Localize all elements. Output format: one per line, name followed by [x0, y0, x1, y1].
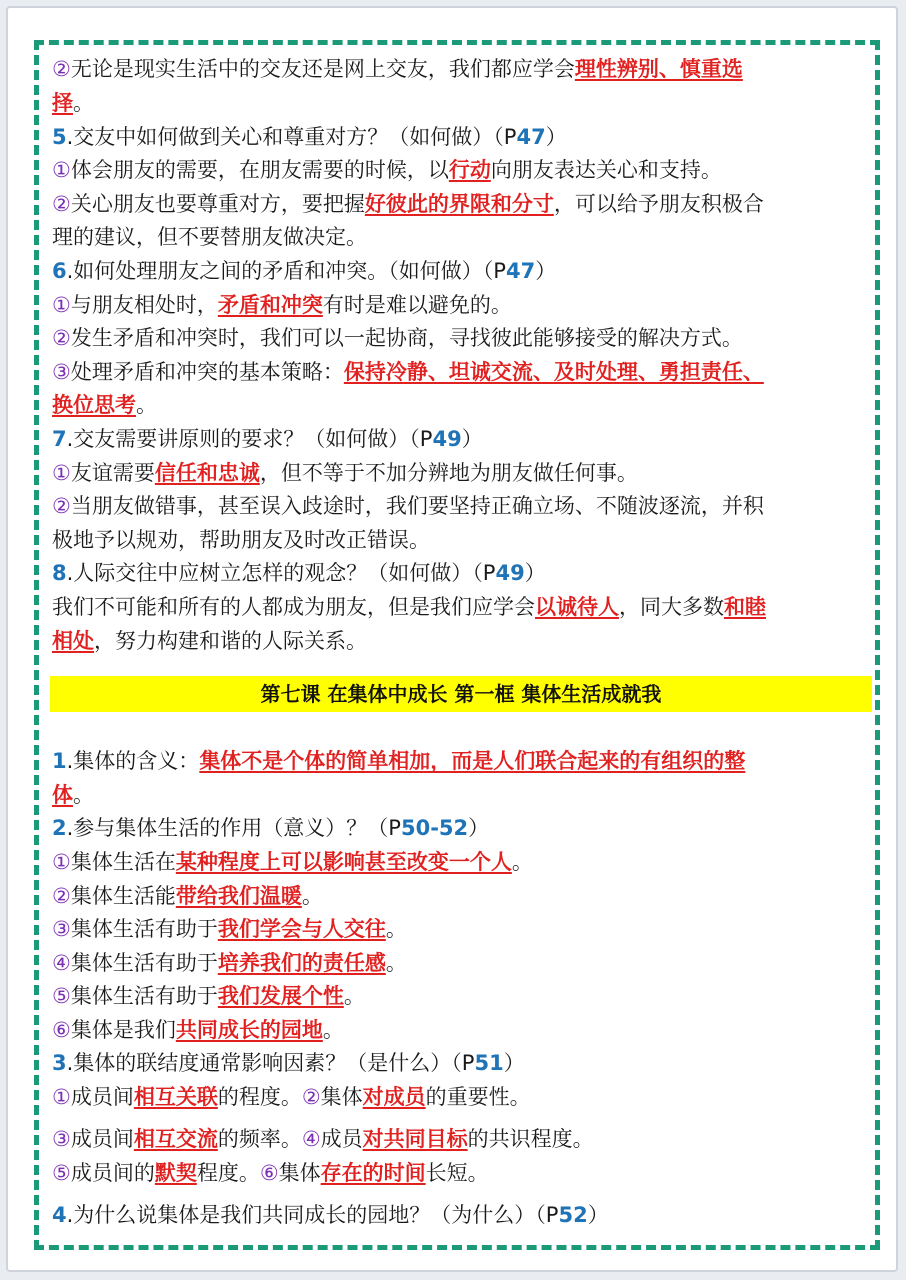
text-segment: 友谊需要	[70, 461, 155, 485]
text-segment: 的程度。	[217, 1085, 302, 1109]
lesson-banner: 第七课 在集体中成长 第一框 集体生活成就我	[50, 676, 872, 712]
circled-number: ①	[52, 850, 71, 874]
circled-number: ②	[52, 192, 71, 216]
text-line	[52, 592, 852, 622]
text-segment: 当朋友做错事，甚至误入歧途时，我们要坚持正确立场、不随波逐流，并积	[70, 494, 764, 518]
circled-number: ②	[52, 57, 71, 81]
key-point: 行动	[448, 158, 491, 182]
text-segment: 集体生活有助于	[70, 951, 218, 975]
key-point: 相互交流	[133, 1127, 218, 1151]
circled-number: ①	[52, 158, 71, 182]
text-line	[52, 1082, 852, 1112]
key-point: 相互关联	[133, 1085, 218, 1109]
text-segment: 。	[511, 850, 533, 874]
text-segment: 。	[136, 393, 157, 417]
page-ref: 50-52	[400, 816, 469, 840]
text-segment: 集体	[278, 1161, 321, 1185]
text-line	[52, 54, 852, 84]
text-segment: 。	[322, 1018, 344, 1042]
text-segment: ，可以给予朋友积极合	[553, 192, 764, 216]
text-segment: 。	[385, 917, 407, 941]
text-segment: ）	[545, 125, 567, 149]
question-number: 3	[52, 1051, 67, 1075]
text-line	[52, 491, 852, 521]
circled-number: ④	[301, 1127, 321, 1151]
question-heading	[52, 1200, 852, 1230]
question-heading	[52, 256, 852, 286]
text-segment: 的重要性。	[425, 1085, 531, 1109]
text-segment: ，努力构建和谐的人际关系。	[94, 629, 367, 653]
text-segment: .集体的含义：	[66, 749, 200, 773]
text-segment: 程度。	[196, 1161, 260, 1185]
key-point: 保持冷静、坦诚交流、及时处理、勇担责任、	[343, 360, 764, 384]
text-line	[52, 290, 852, 320]
text-segment: ）	[468, 816, 490, 840]
page-ref: 51	[474, 1051, 504, 1075]
page-ref: 49	[432, 427, 462, 451]
key-point: 理性辨别、慎重选	[574, 57, 743, 81]
text-line	[52, 948, 852, 978]
page	[6, 6, 898, 1272]
text-line	[52, 155, 852, 185]
text-segment: 向朋友表达关心和支持。	[490, 158, 722, 182]
question-heading	[52, 1048, 852, 1078]
circled-number: ⑤	[52, 1161, 71, 1185]
question-heading	[52, 746, 852, 776]
text-line	[52, 780, 852, 810]
key-point: 共同成长的园地	[175, 1018, 323, 1042]
circled-number: ⑥	[52, 1018, 71, 1042]
page-ref: 49	[495, 561, 525, 585]
key-point: 存在的时间	[320, 1161, 426, 1185]
text-segment: .如何处理朋友之间的矛盾和冲突。（如何做）（P	[66, 259, 506, 283]
text-segment: 集体生活有助于	[70, 917, 218, 941]
key-point: 我们发展个性	[217, 984, 344, 1008]
key-point: 好彼此的界限和分寸	[364, 192, 554, 216]
text-segment: ，但不等于不加分辨地为朋友做任何事。	[259, 461, 638, 485]
text-line	[52, 88, 852, 118]
text-segment: 有时是难以避免的。	[322, 293, 512, 317]
circled-number: ⑤	[52, 984, 71, 1008]
question-heading	[52, 813, 852, 843]
question-number: 5	[52, 125, 67, 149]
text-segment: 处理矛盾和冲突的基本策略：	[70, 360, 344, 384]
key-point: 换位思考	[52, 393, 136, 417]
key-point: 相处	[52, 629, 94, 653]
text-line	[52, 914, 852, 944]
circled-number: ②	[52, 494, 71, 518]
key-point: 和睦	[724, 595, 766, 619]
key-point: 集体不是个体的简单相加，而是人们联合起来的有组织的整	[199, 749, 746, 773]
circled-number: ②	[52, 326, 71, 350]
text-segment: .人际交往中应树立怎样的观念？（如何做）（P	[66, 561, 496, 585]
text-segment: 关心朋友也要尊重对方，要把握	[70, 192, 365, 216]
text-segment: 体会朋友的需要，在朋友需要的时候，以	[70, 158, 449, 182]
text-segment: 的共识程度。	[467, 1127, 594, 1151]
page-ref: 47	[505, 259, 536, 283]
text-segment: 成员间	[70, 1085, 134, 1109]
circled-number: ③	[52, 1127, 71, 1151]
circled-number: ①	[52, 293, 71, 317]
text-segment: 成员	[320, 1127, 363, 1151]
text-line	[52, 847, 852, 877]
text-segment: 成员间	[70, 1127, 134, 1151]
key-point: 矛盾和冲突	[217, 293, 323, 317]
text-line	[52, 981, 852, 1011]
text-segment: 。	[73, 783, 94, 807]
key-point: 体	[52, 783, 73, 807]
key-point: 某种程度上可以影响甚至改变一个人	[175, 850, 512, 874]
text-segment: .交友中如何做到关心和尊重对方？（如何做）（P	[66, 125, 517, 149]
text-line	[52, 626, 852, 656]
circled-number: ①	[52, 1085, 71, 1109]
text-segment: 极地予以规劝，帮助朋友及时改正错误。	[52, 528, 430, 552]
text-segment: 集体生活在	[70, 850, 176, 874]
key-point: 默契	[154, 1161, 197, 1185]
text-segment: .参与集体生活的作用（意义）？（P	[66, 816, 401, 840]
text-segment: 集体	[320, 1085, 363, 1109]
key-point: 带给我们温暖	[175, 884, 302, 908]
key-point: 培养我们的责任感	[217, 951, 386, 975]
key-point: 我们学会与人交往	[217, 917, 386, 941]
text-line	[52, 881, 852, 911]
text-segment: 集体生活有助于	[70, 984, 218, 1008]
text-line	[52, 357, 852, 387]
text-segment: 理的建议，但不要替朋友做决定。	[52, 225, 367, 249]
question-number: 2	[52, 816, 67, 840]
text-segment: ）	[503, 1051, 525, 1075]
key-point: 信任和忠诚	[154, 461, 260, 485]
text-line	[52, 1124, 852, 1154]
text-segment: 。	[73, 91, 94, 115]
text-segment: .集体的联结度通常影响因素？（是什么）（P	[66, 1051, 475, 1075]
circled-number: ③	[52, 360, 71, 384]
text-segment: .为什么说集体是我们共同成长的园地？（为什么）（P	[66, 1203, 559, 1227]
question-heading	[52, 424, 852, 454]
text-line	[52, 1015, 852, 1045]
text-segment: 无论是现实生活中的交友还是网上交友，我们都应学会	[70, 57, 575, 81]
circled-number: ⑥	[259, 1161, 279, 1185]
text-segment: ）	[524, 561, 546, 585]
text-line	[52, 390, 852, 420]
key-point: 对成员	[362, 1085, 426, 1109]
question-number: 6	[52, 259, 67, 283]
text-segment: ）	[461, 427, 483, 451]
text-line	[52, 458, 852, 488]
text-line	[52, 222, 852, 252]
question-number: 7	[52, 427, 67, 451]
question-heading	[52, 122, 852, 152]
circled-number: ④	[52, 951, 71, 975]
key-point: 以诚待人	[535, 595, 619, 619]
page-ref: 47	[516, 125, 546, 149]
text-segment: 长短。	[425, 1161, 489, 1185]
circled-number: ②	[301, 1085, 321, 1109]
question-number: 8	[52, 561, 67, 585]
text-segment: .交友需要讲原则的要求？（如何做）（P	[66, 427, 433, 451]
text-segment: 成员间的	[70, 1161, 155, 1185]
text-line	[52, 323, 852, 353]
circled-number: ②	[52, 884, 71, 908]
page-ref: 52	[558, 1203, 588, 1227]
text-line	[52, 525, 852, 555]
text-segment: 。	[385, 951, 407, 975]
key-point: 择	[52, 91, 73, 115]
circled-number: ①	[52, 461, 71, 485]
text-segment: ）	[587, 1203, 609, 1227]
circled-number: ③	[52, 917, 71, 941]
key-point: 对共同目标	[362, 1127, 468, 1151]
text-line	[52, 1158, 852, 1188]
text-segment: 集体是我们	[70, 1018, 176, 1042]
text-segment: 与朋友相处时，	[70, 293, 218, 317]
text-segment: 。	[301, 884, 323, 908]
question-number: 1	[52, 749, 67, 773]
text-segment: 集体生活能	[70, 884, 176, 908]
text-segment: 发生矛盾和冲突时，我们可以一起协商，寻找彼此能够接受的解决方式。	[70, 326, 743, 350]
question-number: 4	[52, 1203, 67, 1227]
question-heading	[52, 558, 852, 588]
text-segment: 我们不可能和所有的人都成为朋友，但是我们应学会	[52, 595, 535, 619]
text-segment: ）	[535, 259, 557, 283]
text-segment: 。	[343, 984, 365, 1008]
text-segment: 的频率。	[217, 1127, 302, 1151]
text-line	[52, 189, 852, 219]
text-segment: ，同大多数	[619, 595, 724, 619]
